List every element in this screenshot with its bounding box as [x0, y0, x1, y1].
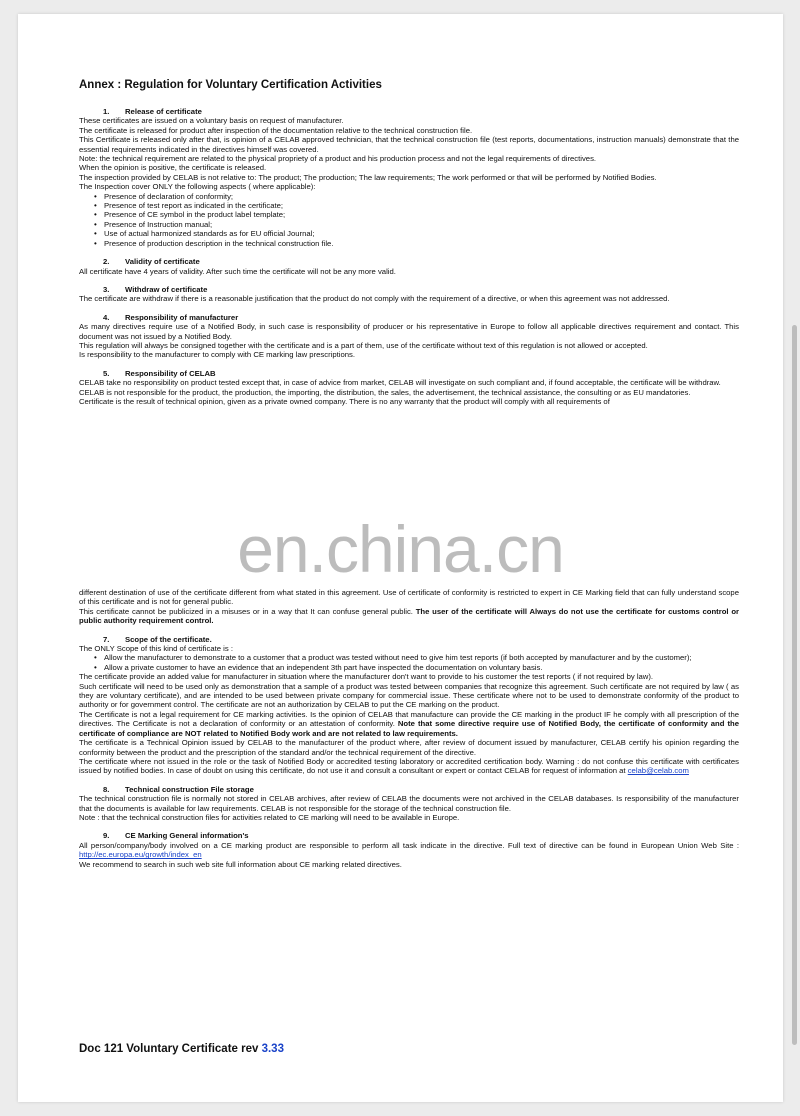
- text-span: The Certificate is not a legal requirement for CE marking activities. Is the opinion of CELAB that manufacture can provide the CE marking in the product IF he comply with all prescription of the directives. The Certificate is not a declaration of conformity or an attestation of conformity.: [79, 709, 739, 729]
- paragraph: [79, 607, 739, 626]
- paragraph: This regulation will always be consigned together with the certificate and is a part of them, use of the certificate without text of this regulation is not allowed or accepted.: [79, 340, 648, 350]
- section-number: 3.: [103, 284, 110, 294]
- watermark-text: en.china.cn: [237, 512, 564, 586]
- section-number: 5.: [103, 368, 110, 378]
- bold-text-span: The user of the certificate will Always do not use the certificate for customs control or public authority requirement control.: [79, 606, 740, 626]
- document-footer: [79, 1043, 284, 1055]
- paragraph: CELAB is not responsible for the product, the production, the importing, the distribution, the sales, the advertisement, the technical assistance, the consulting or as EU mandatories.: [79, 387, 691, 397]
- scope-list: [79, 653, 739, 672]
- section-8-heading: [79, 785, 739, 794]
- paragraph: [79, 710, 739, 738]
- section-number: 2.: [103, 257, 110, 267]
- paragraph: As many directives require use of a Notified Body, in such case is responsibility of producer or his representative in Europe to follow all applicable directives requirement and contact. This document was not issued by a Notified Body.: [79, 322, 739, 341]
- footer-doc-label: Doc 121 Voluntary Certificate rev: [79, 1043, 262, 1055]
- section-title: Withdraw of certificate: [125, 284, 208, 294]
- paragraph: CELAB take no responsibility on product tested except that, in case of advice from market, CELAB will investigate on such compliant and, if found acceptable, the certificate will be withdraw.: [79, 378, 721, 388]
- eu-website-link[interactable]: http://ec.europa.eu/growth/index_en: [79, 850, 202, 860]
- paragraph: The certificate are withdraw if there is a reasonable justification that the product do not comply with the requirement of a directive, or when this agreement was not addressed.: [79, 294, 670, 304]
- section-number: 4.: [103, 312, 110, 322]
- section-5-heading: [79, 369, 739, 378]
- section-title: CE Marking General information's: [125, 831, 249, 841]
- list-item: • Presence of CE symbol in the product label template;: [97, 210, 739, 219]
- paragraph: [79, 757, 739, 776]
- list-item: • Allow the manufacturer to demonstrate to a customer that a product was tested without need to give him test reports (if both accepted by manufacturer and by the customer);: [97, 653, 739, 662]
- section-2-heading: [79, 257, 739, 266]
- section-9-heading: [79, 831, 739, 840]
- document-page: [18, 14, 783, 1102]
- footer-revision: 3.33: [261, 1043, 284, 1055]
- paragraph: [79, 841, 739, 860]
- paragraph: These certificates are issued on a voluntary basis on request of manufacturer.: [79, 116, 344, 126]
- list-item: • Presence of declaration of conformity;: [97, 192, 739, 201]
- section-number: 1.: [103, 107, 110, 116]
- section-title: Release of certificate: [125, 107, 202, 116]
- paragraph: The certificate is a Technical Opinion issued by CELAB to the manufacturer of the product where, after review of document issued by manufacturer, CELAB certify his opinion regarding the conformity between the product and the prescription of the standard and/or the technical requirement of the directive.: [79, 738, 739, 757]
- page-title: Annex : Regulation for Voluntary Certification Activities: [79, 79, 382, 91]
- paragraph: different destination of use of the certificate different from what stated in this agreement. Use of certificate of conformity is restricted to expert in CE Marking field that can fully understand scope of this certificate and is not for general public.: [79, 588, 739, 607]
- list-item: • Presence of production description in the technical construction file.: [97, 239, 739, 248]
- section-title: Validity of certificate: [125, 257, 200, 267]
- paragraph: We recommend to search in such web site full information about CE marking related directives.: [79, 859, 402, 869]
- section-number: 9.: [103, 831, 110, 841]
- inspection-aspects-list: [79, 192, 739, 248]
- section-title: Responsibility of CELAB: [125, 368, 216, 378]
- email-link[interactable]: celab@celab.com: [627, 766, 689, 776]
- section-number: 8.: [103, 784, 110, 794]
- section-1-heading: [79, 107, 739, 116]
- paragraph: Certificate is the result of technical opinion, given as a private owned company. There is no any warranty that the product will comply with all requirements of: [79, 396, 610, 406]
- paragraph: The technical construction file is normally not stored in CELAB archives, after review of CELAB the documents were not archived in the CELAB databases. Is responsibility of the manufacturer that the documents is available for law requirements. CELAB is not responsible for the storage of the technical construction file.: [79, 794, 739, 813]
- paragraph: The ONLY Scope of this kind of certificate is :: [79, 644, 233, 654]
- section-4-heading: [79, 313, 739, 322]
- section-number: 7.: [103, 634, 110, 644]
- paragraph: The Inspection cover ONLY the following aspects ( where applicable):: [79, 182, 316, 192]
- paragraph: Note: the technical requirement are related to the physical propriety of a product and his production process and not the legal requirements of directives.: [79, 154, 597, 164]
- vertical-scrollbar[interactable]: [792, 325, 797, 1045]
- paragraph: Is responsibility to the manufacturer to comply with CE marking law prescriptions.: [79, 350, 356, 360]
- section-title: Responsibility of manufacturer: [125, 312, 239, 322]
- list-item: • Use of actual harmonized standards as for EU official Journal;: [97, 229, 739, 238]
- paragraph: Such certificate will need to be used only as demonstration that a sample of a product was tested between companies that recognize this agreement. Such certificate are not required by law ( as they are voluntary certificate), and are intended to be used between private company for commercial issue. These certificate where not to be used to demonstrate conformity of the product to authority or for government control. The certificate are not an authorization by CELAB to put the CE marking on the product.: [79, 681, 739, 710]
- paragraph: This Certificate is released only after that, is opinion of a CELAB approved technician, that the technical construction file (test reports, documentations, instruction manuals) demonstrate that the essential requirements indicated in the directives himself was covered.: [79, 135, 739, 154]
- section-7-heading: [79, 635, 739, 644]
- list-item: • Allow a private customer to have an evidence that an independent 3th part have inspected the documentation on voluntary basis.: [97, 663, 739, 672]
- text-span: The certificate where not issued in the role or the task of Notified Body or accredited testing laboratory or accredited certification body. Warning : do not confuse this certificate with certificates issued by notified bodies. In case of doubt on using this certificate, do not use it and consult a consultant or expert or contact CELAB for request of information at: [79, 756, 739, 776]
- document-body-top: [79, 78, 739, 406]
- document-body-bottom: [79, 588, 739, 869]
- paragraph: The certificate provide an added value for manufacturer in situation where the manufacturer don't want to provide to his customer the test reports ( if not required by law).: [79, 672, 654, 682]
- section-title: Scope of the certificate.: [125, 634, 212, 644]
- section-title: Technical construction File storage: [125, 784, 254, 794]
- text-span: This certificate cannot be publicized in a misuses or in a way that It can confuse general public.: [79, 606, 416, 616]
- bold-text-span: Note that some directive require use of Notified Body, the certificate of conformity and the certificate of compliance are NOT related to Notified Body work and are not related to law requirements.: [79, 719, 739, 738]
- list-item: • Presence of Instruction manual;: [97, 220, 739, 229]
- paragraph: The inspection provided by CELAB is not relative to: The product; The production; The law requirements; The work performed or that will be performed by Notified Bodies.: [79, 172, 657, 182]
- paragraph: Note : that the technical construction files for activities related to CE marking will need to be available in Europe.: [79, 812, 460, 822]
- section-3-heading: [79, 285, 739, 294]
- paragraph: When the opinion is positive, the certificate is released.: [79, 163, 267, 173]
- paragraph: All certificate have 4 years of validity. After such time the certificate will not be any more valid.: [79, 266, 396, 276]
- list-item: • Presence of test report as indicated in the certificate;: [97, 201, 739, 210]
- paragraph: The certificate is released for product after inspection of the documentation relative to the technical construction file.: [79, 125, 473, 135]
- text-span: All person/company/body involved on a CE marking product are responsible to perform all task indicate in the directive. Full text of directive can be found in European Union Web Site :: [79, 840, 739, 850]
